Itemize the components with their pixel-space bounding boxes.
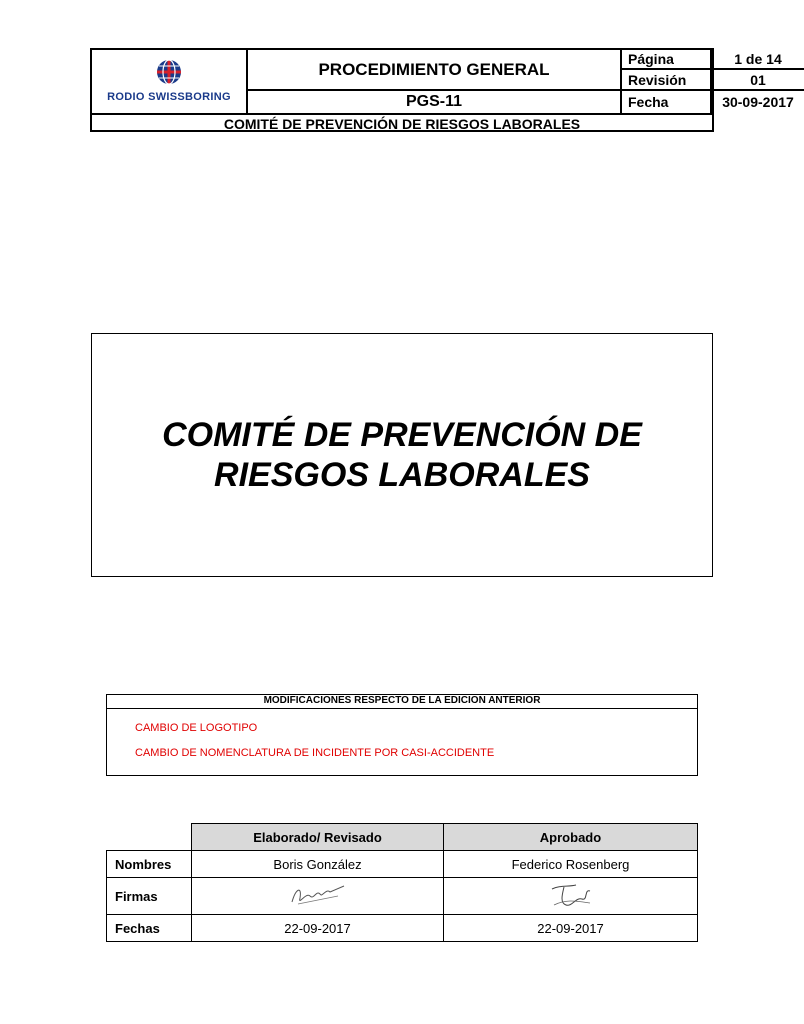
modifications-heading: MODIFICACIONES RESPECTO DE LA EDICION ANTERIOR [107,695,697,709]
col-prepared-header: Elaborado/ Revisado [191,823,444,851]
globe-logo-icon [155,58,183,86]
date-value: 30-09-2017 [722,94,794,110]
approved-name: Federico Rosenberg [443,850,698,878]
signature-icon [288,882,348,910]
page-label: Página [622,50,712,70]
revision-value: 01 [712,70,804,91]
row-dates-label: Fechas [106,914,192,942]
modifications-box [106,694,698,776]
prepared-signature-cell [191,877,444,915]
header-subtitle: COMITÉ DE PREVENCIÓN DE RIESGOS LABORALES [92,113,712,132]
page-value: 1 de 14 [712,50,804,70]
document-type: PROCEDIMIENTO GENERAL [248,50,622,91]
title-line-2: RIESGOS LABORALES [214,456,590,494]
document-code: PGS-11 [248,91,622,113]
modification-item: CAMBIO DE LOGOTIPO [135,722,258,734]
prepared-name: Boris González [191,850,444,878]
prepared-date: 22-09-2017 [191,914,444,942]
logo-brand-text: RODIO SWISSBORING [107,91,231,103]
document-header [90,48,794,132]
company-logo [92,50,248,113]
approved-date: 22-09-2017 [443,914,698,942]
modification-item: CAMBIO DE NOMENCLATURA DE INCIDENTE POR CASI-ACCIDENTE [135,747,495,759]
approvals-table [106,823,698,942]
title-line-1: COMITÉ DE PREVENCIÓN DE [162,416,642,454]
signature-icon [546,881,596,911]
col-approved-header: Aprobado [443,823,698,851]
date-label: Fecha [622,91,712,113]
row-names-label: Nombres [106,850,192,878]
revision-label: Revisión [622,70,712,91]
row-signatures-label: Firmas [106,877,192,915]
approved-signature-cell [443,877,698,915]
title-box [91,333,713,577]
